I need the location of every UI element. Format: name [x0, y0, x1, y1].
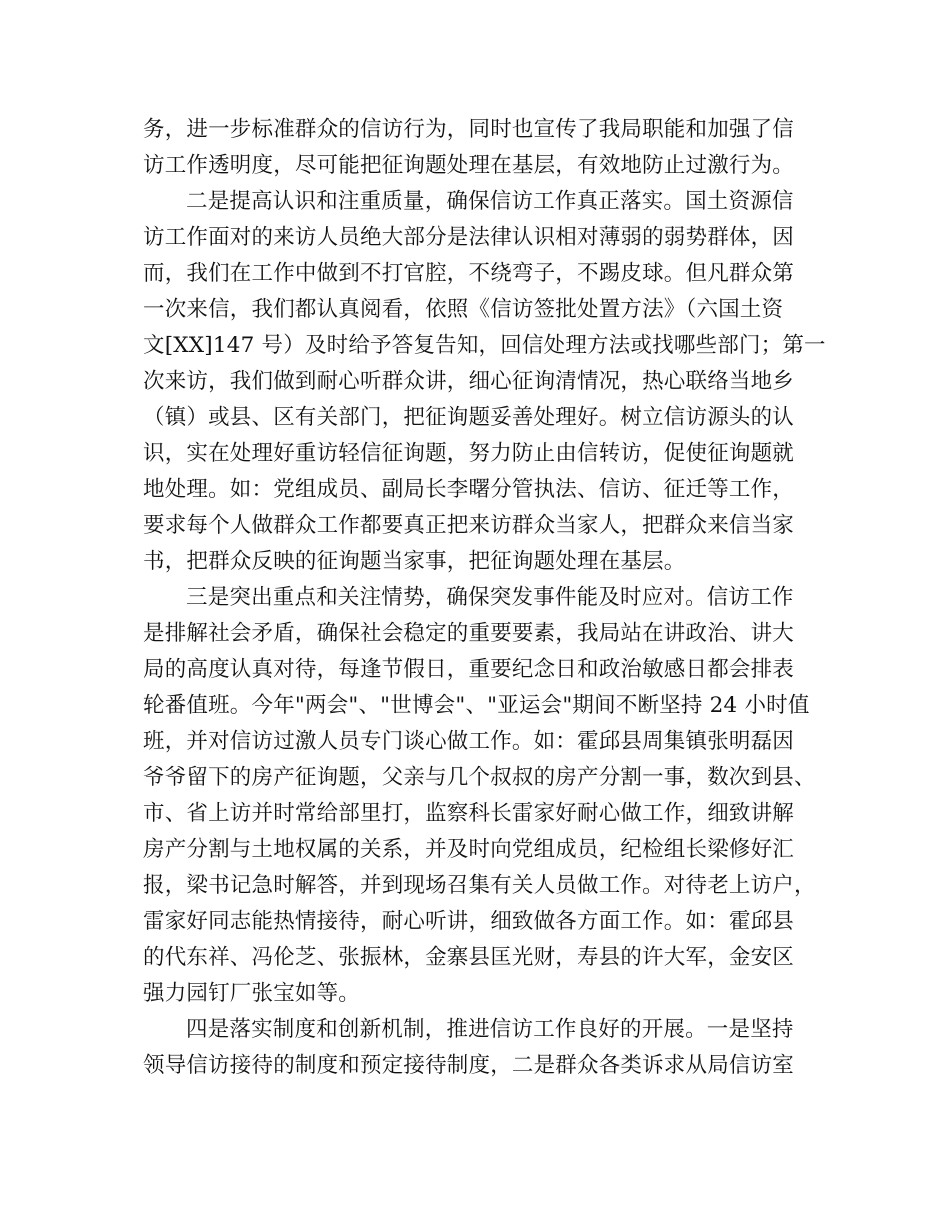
text-line: 文[XX]147 号）及时给予答复告知，回信处理方法或找哪些部门；第一 — [143, 333, 826, 358]
text-line: 班，并对信访过激人员专门谈心做工作。如：霍邱县周集镇张明磊因 — [143, 729, 795, 754]
text-line: 强力园钉厂张宝如等。 — [143, 981, 361, 1006]
text-line: 雷家好同志能热情接待，耐心听讲，细致做各方面工作。如：霍邱县 — [143, 909, 795, 934]
text-line: 市、省上访并时常给部里打，监察科长雷家好耐心做工作，细致讲解 — [143, 801, 795, 826]
text-line: 领导信访接待的制度和预定接待制度，二是群众各类诉求从局信访室 — [143, 1053, 795, 1078]
text-line: 爷爷留下的房产征询题，父亲与几个叔叔的房产分割一事，数次到县、 — [143, 765, 816, 790]
text-line: 地处理。如：党组成员、副局长李曙分管执法、信访、征迁等工作， — [143, 477, 795, 502]
text-line: 报，梁书记急时解答，并到现场召集有关人员做工作。对待老上访户， — [143, 873, 816, 898]
text-line: 而，我们在工作中做到不打官腔，不绕弯子，不踢皮球。但凡群众第 — [143, 261, 795, 286]
text-line: 访工作面对的来访人员绝大部分是法律认识相对薄弱的弱势群体，因 — [143, 225, 795, 250]
paragraph-start-line: 三是突出重点和关注情势，确保突发事件能及时应对。信访工作 — [186, 585, 794, 610]
text-line: （镇）或县、区有关部门，把征询题妥善处理好。树立信访源头的认 — [143, 405, 795, 430]
text-line: 轮番值班。今年"两会"、"世博会"、"亚运会"期间不断坚持 24 小时值 — [143, 693, 810, 718]
text-line: 房产分割与土地权属的关系，并及时向党组成员，纪检组长梁修好汇 — [143, 837, 795, 862]
paragraph-start-line: 四是落实制度和创新机制，推进信访工作良好的开展。一是坚持 — [186, 1017, 794, 1042]
text-line: 要求每个人做群众工作都要真正把来访群众当家人，把群众来信当家 — [143, 513, 795, 538]
text-line: 是排解社会矛盾，确保社会稳定的重要要素，我局站在讲政治、讲大 — [143, 621, 795, 646]
text-line: 的代东祥、冯伦芝、张振林，金寨县匡光财，寿县的许大军，金安区 — [143, 945, 795, 970]
text-line: 书，把群众反映的征询题当家事，把征询题处理在基层。 — [143, 549, 686, 574]
paragraph-start-line: 二是提高认识和注重质量，确保信访工作真正落实。国土资源信 — [186, 189, 794, 214]
text-line: 局的高度认真对待，每逢节假日，重要纪念日和政治敏感日都会排表 — [143, 657, 795, 682]
text-line: 识，实在处理好重访轻信征询题，努力防止由信转访，促使征询题就 — [143, 441, 795, 466]
text-line: 次来访，我们做到耐心听群众讲，细心征询清情况，热心联络当地乡 — [143, 369, 795, 394]
text-line: 访工作透明度，尽可能把征询题处理在基层，有效地防止过激行为。 — [143, 153, 795, 178]
text-line: 一次来信，我们都认真阅看，依照《信访签批处置方法》（六国土资 — [143, 297, 784, 322]
document-body — [143, 112, 826, 1084]
text-line: 务，进一步标准群众的信访行为，同时也宣传了我局职能和加强了信 — [143, 117, 795, 142]
